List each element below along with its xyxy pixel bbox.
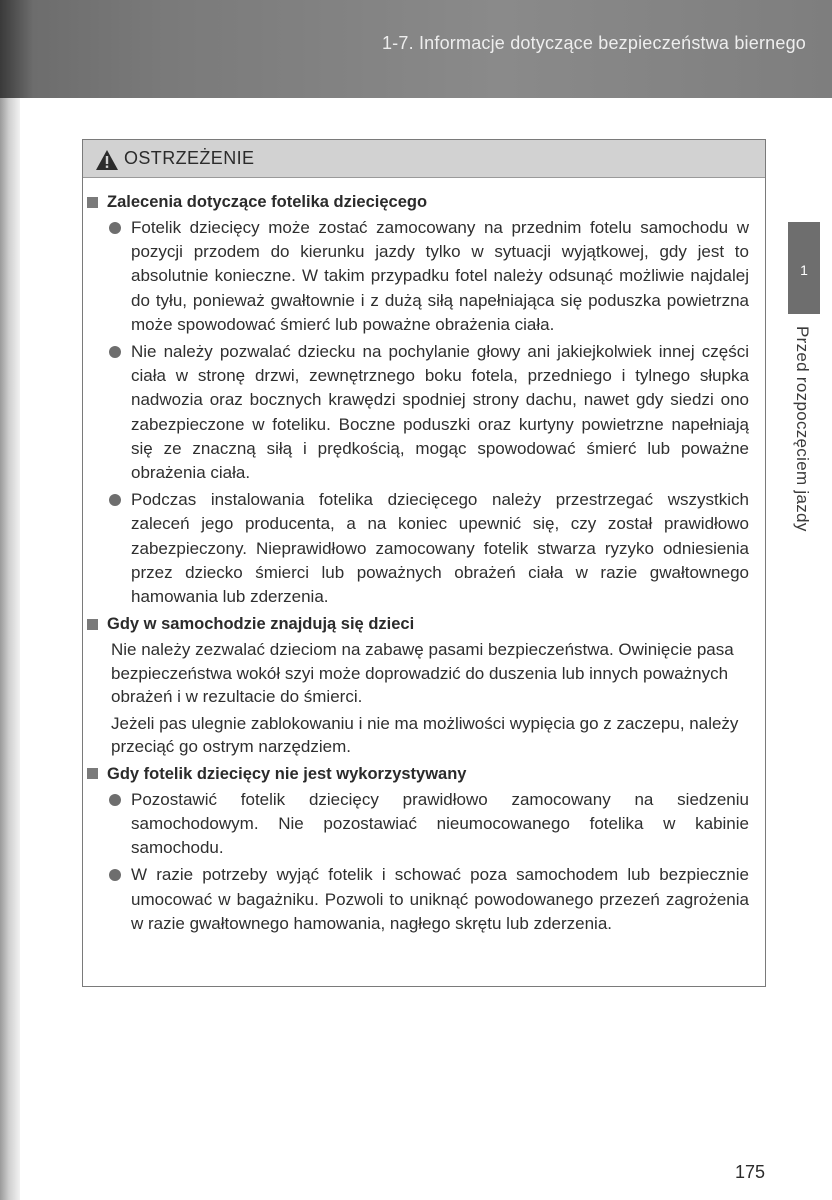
header-title: 1-7. Informacje dotyczące bezpieczeństwa biernego [381,33,806,53]
bullet-item [87,863,755,936]
warning-header [83,140,765,178]
paragraph: Nie należy zezwalać dzieciom na zabawę pasami bezpieczeństwa. Owinięcie pasa bezpieczeństwa wokół szyi może doprowadzić do duszenia lub innych poważnych obrażeń i w rezultacie do śmierci. [111,640,734,707]
round-bullet-icon [109,794,121,806]
warning-title: OSTRZEŻENIE [124,148,255,168]
square-bullet-icon [87,768,98,779]
round-bullet-icon [109,494,121,506]
chapter-tab-number: 1 [800,262,808,278]
warning-box [82,139,766,987]
bullet-item [87,216,755,337]
bullet-text: Fotelik dziecięcy może zostać zamocowany na przednim fotelu samochodu w pozycji przodem do kierunku jazdy tylko w sytuacji wyjątkowej, gdy jest to absolutnie konieczne. W takim przypadku fotel należy odsunąć możliwie najdalej do tyłu, ponieważ gwałtownie i z dużą siłą napełniająca się poduszka powietrzna może spowodować śmierć lub poważne obrażenia ciała. [131,218,749,334]
bullet-text: Pozostawić fotelik dziecięcy prawidłowo zamocowany na siedzeniu samochodowym. Nie pozostawiać nieumocowanego fotelika w kabinie samochodu. [131,789,749,858]
bullet-text: Podczas instalowania fotelika dziecięcego należy przestrzegać wszystkich zaleceń jego producenta, a na koniec upewnić się, czy został prawidłowo zabezpieczony. Nieprawidłowo zamocowany fotelik stwarza ryzyko odniesienia przez dziecko śmierci lub poważnych obrażeń ciała w razie gwałtownego hamowania lub zderzenia. [131,490,749,607]
bullet-text: Nie należy pozwalać dziecku na pochylanie głowy ani jakiejkolwiek innej części ciała w stronę drzwi, zewnętrznego boku fotela, przedniego i tylnego słupka nadwozia oraz bocznych krawędzi spodniej strony dachu, nawet gdy siedzi ono zabezpieczone w foteliku. Boczne poduszki oraz kurtyny powietrzne napełniają się ze znaczną siłą i prędkością, mogąc spowodować śmierć lub poważne obrażenia ciała. [131,342,749,483]
bullet-item [87,488,755,609]
chapter-tab [788,222,820,314]
warning-triangle-icon [95,149,119,171]
section-heading [87,612,755,636]
warning-body [83,178,765,936]
book-spine-shadow [0,0,20,1200]
chapter-tab-label: Przed rozpoczęciem jazdy [793,326,812,532]
page-number: 175 [735,1162,766,1182]
section-heading [87,762,755,786]
round-bullet-icon [109,222,121,234]
section-heading [87,190,755,214]
bullet-item [87,788,755,861]
round-bullet-icon [109,869,121,881]
paragraph: Jeżeli pas ulegnie zablokowaniu i nie ma możliwości wypięcia go z zaczepu, należy przeciąć go ostrym narzędziem. [111,713,739,757]
bullet-item [87,340,755,485]
section-heading-text: Gdy w samochodzie znajdują się dzieci [107,615,415,634]
square-bullet-icon [87,197,98,208]
square-bullet-icon [87,619,98,630]
bullet-text: W razie potrzeby wyjąć fotelik i schować poza samochodem lub bezpiecznie umocować w bagażniku. Pozwoli to uniknąć powodowanego przezeń zagrożenia w razie gwałtownego hamowania, nagłego skrętu lub zderzenia. [131,865,749,933]
section-heading-text: Zalecenia dotyczące fotelika dziecięcego [107,193,428,211]
page-header [0,0,832,98]
section-heading-text: Gdy fotelik dziecięcy nie jest wykorzystywany [107,764,467,783]
round-bullet-icon [109,346,121,358]
